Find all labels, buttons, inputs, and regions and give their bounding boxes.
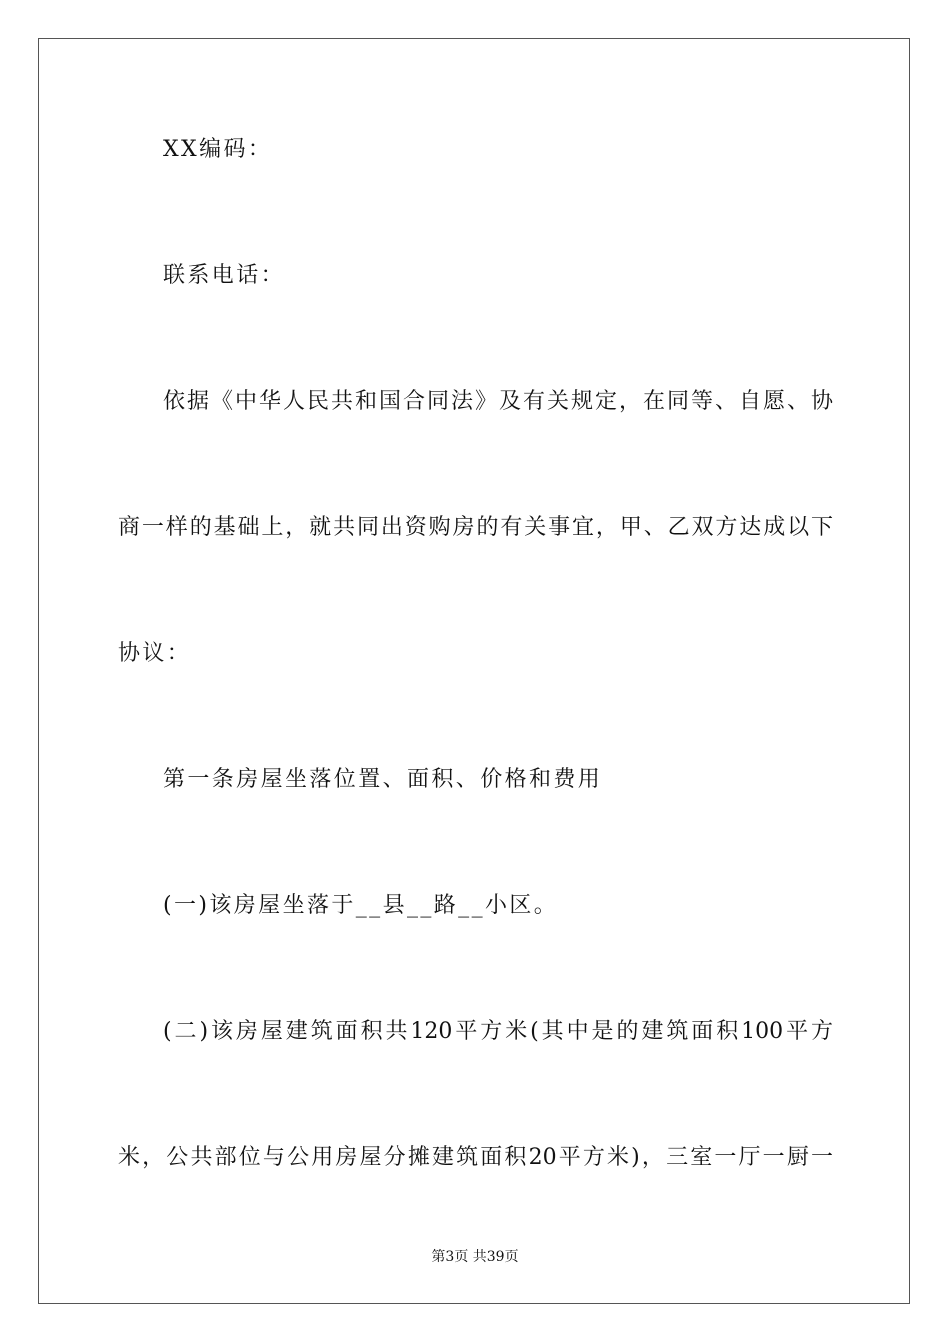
code-label: XX编码：	[163, 137, 273, 162]
page-number-footer: 第3页 共39页	[431, 1249, 519, 1265]
clause-item-2-line-1: (二)该房屋建筑面积共120平方米(其中是的建筑面积100平方	[163, 1019, 833, 1044]
article-heading: 第一条房屋坐落位置、面积、价格和费用	[163, 767, 603, 792]
page-border	[38, 38, 910, 1304]
clause-item-1: (一)该房屋坐落于__县__路__小区。	[163, 893, 559, 918]
body-paragraph-line-3: 协议：	[118, 641, 192, 666]
phone-label: 联系电话：	[163, 263, 286, 288]
body-paragraph-line-2: 商一样的基础上，就共同出资购房的有关事宜，甲、乙双方达成以下	[118, 515, 833, 540]
clause-item-2-line-2: 米，公共部位与公用房屋分摊建筑面积20平方米)，三室一厅一厨一	[118, 1145, 833, 1170]
body-paragraph-line-1: 依据《中华人民共和国合同法》及有关规定，在同等、自愿、协	[163, 389, 833, 414]
